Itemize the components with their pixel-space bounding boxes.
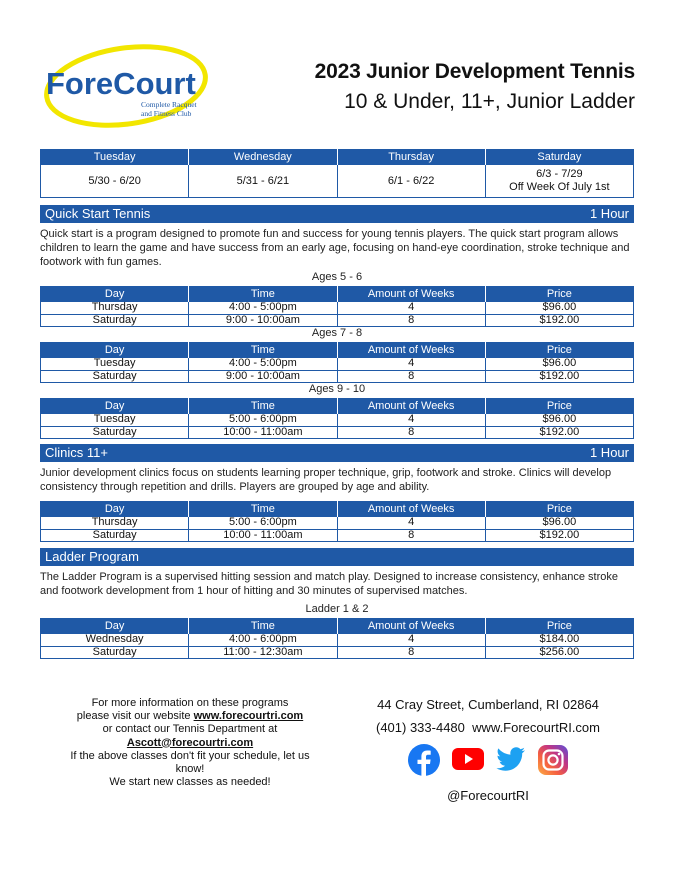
age-group-label: Ages 9 - 10 [308, 383, 366, 395]
table-row [41, 358, 634, 371]
column-header: Price [485, 399, 633, 414]
footer-line: or contact our Tennis Department at [102, 723, 278, 736]
cell-day: Saturday [41, 646, 189, 659]
schedule-table [40, 149, 634, 198]
column-header: Time [189, 619, 337, 634]
phone-website-line [372, 720, 604, 736]
section-bar-quick-start [40, 205, 634, 223]
cell-weeks: 8 [337, 646, 485, 659]
twitter-icon[interactable] [496, 747, 526, 778]
price-table [40, 398, 634, 439]
section-description: Junior development clinics focus on students learning proper technique, grip, footwork and stroke. Clinics will develop consistency through repetition and drills. Players are grouped by age and ability. [40, 467, 612, 493]
site-link[interactable]: www.ForecourtRI.com [472, 720, 600, 735]
cell-time: 9:00 - 10:00am [189, 370, 337, 383]
cell-price: $96.00 [485, 414, 633, 427]
column-header: Day [41, 287, 189, 302]
column-header: Price [485, 343, 633, 358]
forecourt-logo [38, 44, 218, 130]
column-header: Amount of Weeks [337, 287, 485, 302]
cell-price: $96.00 [485, 517, 633, 530]
section-duration: 1 Hour [589, 445, 629, 460]
table-row [41, 634, 634, 647]
cell-time: 4:00 - 5:00pm [189, 302, 337, 315]
instagram-icon[interactable] [538, 745, 568, 780]
schedule-date: 5/30 - 6/20 [41, 165, 189, 198]
cell-time: 10:00 - 11:00am [189, 529, 337, 542]
column-header: Day [41, 343, 189, 358]
cell-weeks: 4 [337, 414, 485, 427]
cell-price: $96.00 [485, 358, 633, 371]
schedule-date-saturday [485, 165, 633, 198]
price-table [40, 286, 634, 327]
social-icons [372, 746, 604, 778]
logo-tagline-2: and Fitness Club [141, 109, 192, 118]
column-header: Price [485, 502, 633, 517]
cell-price: $184.00 [485, 634, 633, 647]
cell-day: Saturday [41, 426, 189, 439]
price-table [40, 342, 634, 383]
section-title: Clinics 11+ [45, 445, 108, 460]
cell-weeks: 8 [337, 529, 485, 542]
cell-weeks: 4 [337, 358, 485, 371]
column-header: Price [485, 619, 633, 634]
cell-price: $96.00 [485, 302, 633, 315]
column-header: Day [41, 399, 189, 414]
cell-day: Saturday [41, 529, 189, 542]
column-header: Time [189, 502, 337, 517]
age-group-label: Ages 5 - 6 [311, 271, 363, 283]
table-row [41, 517, 634, 530]
cell-time: 9:00 - 10:00am [189, 314, 337, 327]
cell-day: Saturday [41, 314, 189, 327]
column-header: Time [189, 287, 337, 302]
cell-weeks: 4 [337, 634, 485, 647]
footer-line: For more information on these programs [91, 697, 289, 709]
website-link[interactable]: www.forecourtri.com [193, 710, 304, 723]
section-bar-clinics [40, 444, 634, 462]
section-duration: 1 Hour [589, 206, 629, 221]
cell-weeks: 8 [337, 370, 485, 383]
column-header: Time [189, 399, 337, 414]
page-title: 2023 Junior Development Tennis [314, 60, 635, 83]
page-subtitle: 10 & Under, 11+, Junior Ladder [344, 90, 635, 113]
section-description: Quick start is a program designed to promote fun and success for young tennis players. The quick start program allows children to learn the game and have success from an early age, focusing on hand-eye coordination, stroke technique and footwork with fun games. [40, 228, 630, 268]
cell-weeks: 4 [337, 302, 485, 315]
cell-price: $256.00 [485, 646, 633, 659]
column-header: Day [41, 619, 189, 634]
cell-time: 4:00 - 6:00pm [189, 634, 337, 647]
table-row [41, 370, 634, 383]
youtube-icon[interactable] [452, 748, 484, 777]
column-header: Amount of Weeks [337, 619, 485, 634]
footer-contact [372, 697, 604, 803]
cell-time: 5:00 - 6:00pm [189, 414, 337, 427]
footer-line: We start new classes as needed! [109, 776, 271, 789]
social-handle: @ForecourtRI [447, 788, 529, 803]
cell-price: $192.00 [485, 426, 633, 439]
facebook-icon[interactable] [408, 744, 440, 781]
table-row [41, 414, 634, 427]
column-header: Price [485, 287, 633, 302]
phone: (401) 333-4480 [375, 720, 465, 735]
table-row [41, 314, 634, 327]
cell-time: 11:00 - 12:30am [189, 646, 337, 659]
cell-price: $192.00 [485, 529, 633, 542]
schedule-header: Tuesday [41, 150, 189, 165]
logo-tagline-1: Complete Racquet [141, 100, 197, 109]
cell-time: 5:00 - 6:00pm [189, 517, 337, 530]
schedule-note: Off Week Of July 1st [509, 181, 610, 193]
section-bar-ladder [40, 548, 634, 566]
schedule-date: 6/3 - 7/29 [536, 168, 583, 180]
footer-line-website [70, 710, 310, 723]
column-header: Amount of Weeks [337, 343, 485, 358]
table-row [41, 646, 634, 659]
table-row [41, 426, 634, 439]
section-title: Quick Start Tennis [45, 206, 151, 221]
footer-line: If the above classes don't fit your schedule, let us know! [70, 749, 310, 776]
logo-wordmark: ForeCourt [46, 66, 196, 101]
schedule-header: Thursday [337, 150, 485, 165]
email-link[interactable]: Ascott@forecourtri.com [126, 736, 254, 749]
column-header: Time [189, 343, 337, 358]
ladder-group-label: Ladder 1 & 2 [305, 603, 369, 615]
price-table [40, 618, 634, 659]
column-header: Amount of Weeks [337, 399, 485, 414]
cell-price: $192.00 [485, 314, 633, 327]
cell-price: $192.00 [485, 370, 633, 383]
cell-day: Saturday [41, 370, 189, 383]
section-title: Ladder Program [45, 549, 139, 564]
schedule-date: 5/31 - 6/21 [189, 165, 337, 198]
schedule-header: Saturday [485, 150, 633, 165]
cell-day: Wednesday [41, 634, 189, 647]
cell-weeks: 8 [337, 426, 485, 439]
column-header: Amount of Weeks [337, 502, 485, 517]
cell-weeks: 8 [337, 314, 485, 327]
schedule-header: Wednesday [189, 150, 337, 165]
column-header: Day [41, 502, 189, 517]
cell-day: Thursday [41, 302, 189, 315]
section-description: The Ladder Program is a supervised hitting session and match play. Designed to increase consistency, enhance stroke and footwork development from 1 hour of hitting and 30 minutes of supervised matches. [40, 571, 619, 597]
price-table [40, 501, 634, 542]
cell-time: 4:00 - 5:00pm [189, 358, 337, 371]
table-row [41, 302, 634, 315]
cell-day: Thursday [41, 517, 189, 530]
footer-line: please visit our website [76, 710, 191, 723]
age-group-label: Ages 7 - 8 [311, 327, 363, 339]
cell-day: Tuesday [41, 414, 189, 427]
address: 44 Cray Street, Cumberland, RI 02864 [377, 697, 599, 712]
footer-info [70, 697, 310, 789]
table-row [41, 529, 634, 542]
page-title-block [315, 60, 635, 114]
cell-time: 10:00 - 11:00am [189, 426, 337, 439]
cell-day: Tuesday [41, 358, 189, 371]
cell-weeks: 4 [337, 517, 485, 530]
schedule-date: 6/1 - 6/22 [337, 165, 485, 198]
